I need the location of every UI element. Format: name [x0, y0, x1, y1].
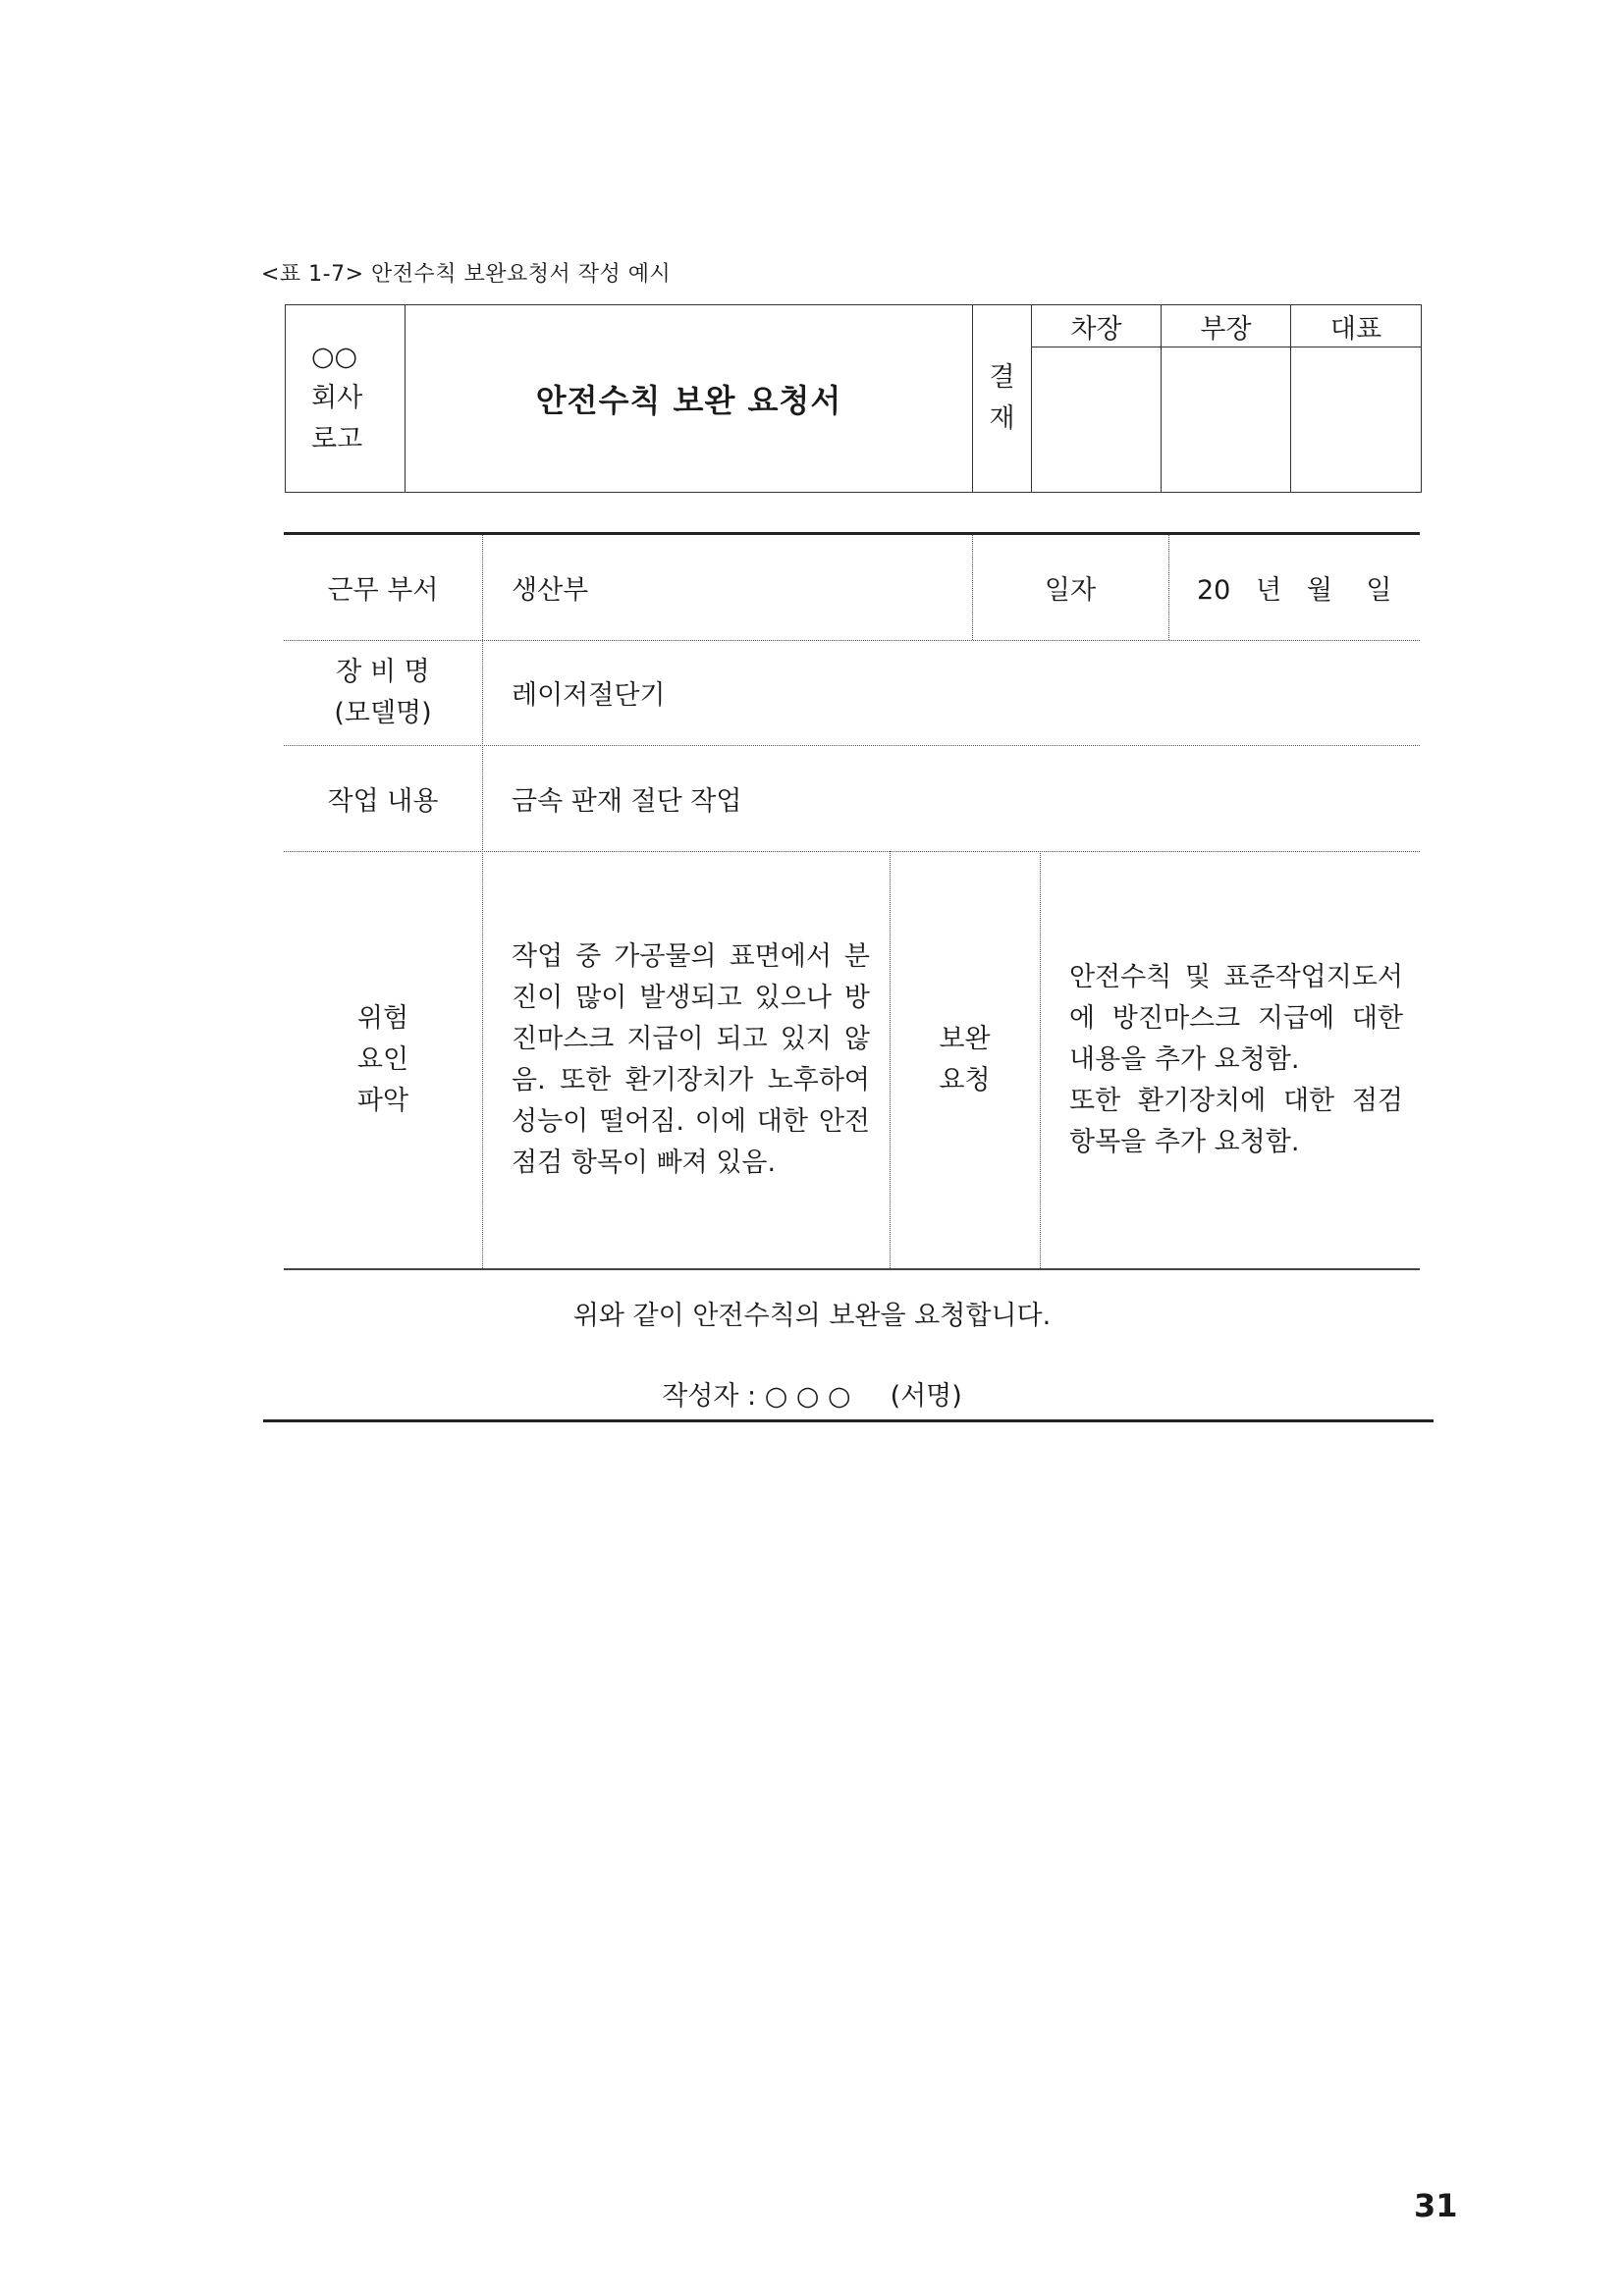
hazard-text[interactable]: 작업 중 가공물의 표면에서 분진이 많이 발생되고 있으나 방진마스크 지급이 되고 있지 않음. 또한 환기장치가 노후하여 성능이 떨어짐. 이에 대한 안전점검 항목이 빠져 있음. — [512, 940, 870, 1178]
work-value[interactable]: 금속 판재 절단 작업 — [512, 785, 742, 817]
logo-line: ○○ — [311, 342, 358, 372]
approval-header-table — [285, 304, 1422, 493]
approval-label-line: 결 — [989, 362, 1015, 393]
work-label: 작업 내용 — [327, 785, 439, 817]
label-column-divider — [482, 535, 483, 1268]
approval-label-line: 재 — [989, 403, 1015, 434]
hazard-label-line: 위험 — [356, 1002, 409, 1034]
author-name: 작성자 : ○ ○ ○ — [662, 1381, 851, 1412]
approval-label — [973, 305, 1032, 493]
hazard-cell — [512, 851, 870, 1268]
dept-value[interactable]: 생산부 — [512, 575, 589, 606]
dept-label: 근무 부서 — [327, 575, 439, 606]
request-form — [284, 532, 1420, 1270]
request-column-divider — [1040, 851, 1041, 1268]
equipment-label — [284, 640, 482, 745]
bottom-rule — [263, 1419, 1434, 1422]
date-label: 일자 — [1044, 575, 1097, 606]
request-sentence: 위와 같이 안전수칙의 보완을 요청합니다. — [572, 1301, 1052, 1331]
logo-line: 회사 — [311, 383, 363, 413]
role-deputy-manager: 차장 — [1032, 305, 1162, 347]
logo-line: 로고 — [311, 424, 363, 454]
equipment-label-line: 장 비 명 — [336, 656, 430, 687]
signature-box-manager[interactable] — [1162, 347, 1291, 493]
role-ceo: 대표 — [1291, 305, 1422, 347]
request-label-line: 요청 — [939, 1064, 991, 1095]
request-label-line: 보완 — [939, 1023, 991, 1054]
equipment-label-line: (모델명) — [334, 697, 432, 728]
hazard-label-line: 파악 — [356, 1085, 409, 1116]
page-number: 31 — [1414, 2187, 1458, 2224]
date-value[interactable]: 20 년 월 일 — [1197, 575, 1392, 606]
date-value-divider — [1168, 535, 1169, 640]
hazard-label — [284, 851, 482, 1268]
equipment-value[interactable]: 레이저절단기 — [512, 680, 666, 711]
request-text-line: 안전수칙 및 표준작업지도서에 방진마스크 지급에 대한 내용을 추가 요청함. — [1069, 961, 1403, 1075]
signature-box-ceo[interactable] — [1291, 347, 1422, 493]
signature-placeholder[interactable]: (서명) — [890, 1381, 962, 1412]
table-caption: <표 1-7> 안전수칙 보완요청서 작성 예시 — [261, 262, 672, 287]
form-title: 안전수칙 보완 요청서 — [406, 305, 973, 493]
company-logo-placeholder — [286, 305, 406, 493]
request-cell — [1069, 851, 1403, 1268]
hazard-label-line: 요인 — [356, 1043, 409, 1075]
role-manager: 부장 — [1162, 305, 1291, 347]
request-text[interactable] — [1069, 957, 1403, 1163]
request-text-line: 또한 환기장치에 대한 점검 항목을 추가 요청함. — [1069, 1085, 1403, 1157]
signature-box-deputy-manager[interactable] — [1032, 347, 1162, 493]
author-line — [0, 1374, 1624, 1413]
request-label — [890, 851, 1040, 1268]
